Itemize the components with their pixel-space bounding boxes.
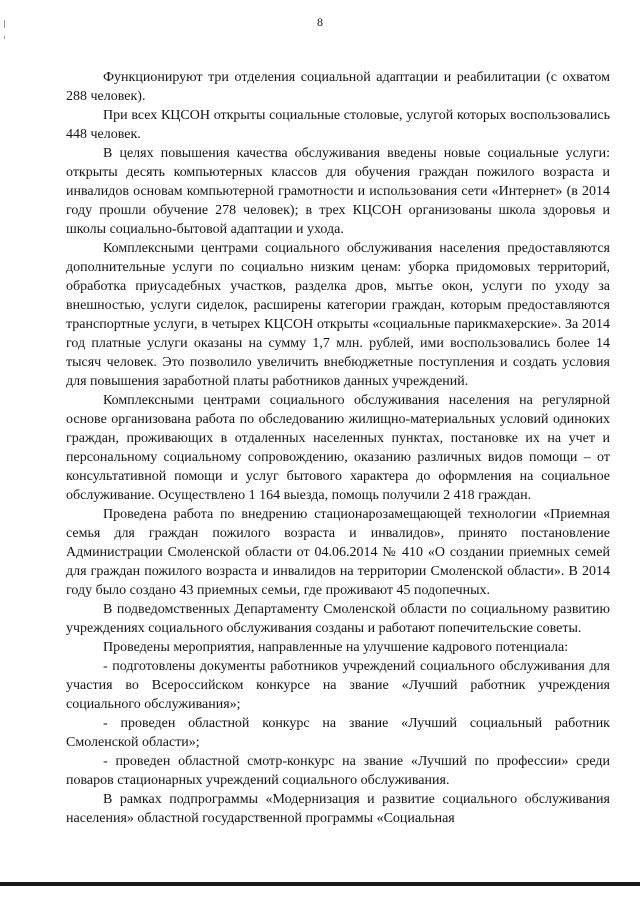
document-body bbox=[66, 68, 610, 828]
scan-artifact-dot bbox=[4, 36, 5, 39]
paragraph-foster-families: Проведена работа по внедрению стационарозамещающей технологии «Приемная семья для граждан пожилого возраста и инвалидов», принято постановление Администрации Смоленской области от 04.06.2014 № 410 «О создании приемных семей для граждан пожилого возраста и инвалидов на территории Смоленской области». В 2014 году было создано 43 приемных семьи, где проживают 45 подопечных. bbox=[66, 507, 610, 598]
page-number: 8 bbox=[317, 15, 323, 29]
paragraph-staff-measures: Проведены мероприятия, направленные на улучшение кадрового потенциала: bbox=[103, 640, 569, 655]
paragraph-rehabilitation-departments: Функционируют три отделения социальной адаптации и реабилитации (с охватом 288 человек). bbox=[66, 70, 610, 104]
paragraph-social-support: Комплексными центрами социального обслуживания населения на регулярной основе организована работа по обследованию жилищно-материальных условий одиноких граждан, проживающих в отдаленных населенных пунктах, постановке их на учет и персональному социальному сопровождению, оказанию различных видов помощи – от консультативной помощи и услуг бытового характера до оформления на социальное обслуживание. Осуществлено 1 164 выезда, помощь получили 2 418 граждан. bbox=[66, 393, 610, 503]
paragraph-additional-services: Комплексными центрами социального обслуживания населения предоставляются дополнительные услуги по социально низким ценам: уборка придомовых территорий, обработка приусадебных участков, разделка дров, мытье окон, услуги по уходу за внешностью, услуги сиделок, расширены категории граждан, которым предоставляются транспортные услуги, в четырех КЦСОН открыты «социальные парикмахерские». За 2014 год платные услуги оказаны на сумму 1,7 млн. рублей, ими воспользовались более 14 тысяч человек. Это позволило увеличить внебюджетные поступления и создать условия для повышения заработной платы работников данных учреждений. bbox=[66, 241, 610, 389]
list-item-regional-contest: - проведен областной конкурс на звание «Лучший социальный работник Смоленской области»; bbox=[66, 716, 610, 750]
paragraph-trustee-councils: В подведомственных Департаменту Смоленской области по социальному развитию учреждениях социального обслуживания созданы и работают попечительские советы. bbox=[66, 602, 610, 636]
list-item-documents: - подготовлены документы работников учреждений социального обслуживания для участия во Всероссийском конкурсе на звание «Лучший работник учреждения социального обслуживания»; bbox=[66, 659, 610, 712]
paragraph-social-canteens: При всех КЦСОН открыты социальные столовые, услугой которых воспользовались 448 человек. bbox=[66, 108, 610, 142]
bottom-rule bbox=[0, 882, 640, 886]
paragraph-new-services: В целях повышения качества обслуживания введены новые социальные услуги: открыты десять компьютерных классов для обучения граждан пожилого возраста и инвалидов основам компьютерной грамотности и использования сети «Интернет» (в 2014 году прошли обучение 278 человек); в трех КЦСОН организованы школа здоровья и школы социально-бытовой адаптации и ухода. bbox=[66, 146, 610, 237]
list-item-cooks-contest: - проведен областной смотр-конкурс на звание «Лучший по профессии» среди поваров стационарных учреждений социального обслуживания. bbox=[66, 754, 610, 788]
paragraph-subprogram: В рамках подпрограммы «Модернизация и развитие социального обслуживания населения» областной государственной программы «Социальная bbox=[66, 792, 610, 826]
